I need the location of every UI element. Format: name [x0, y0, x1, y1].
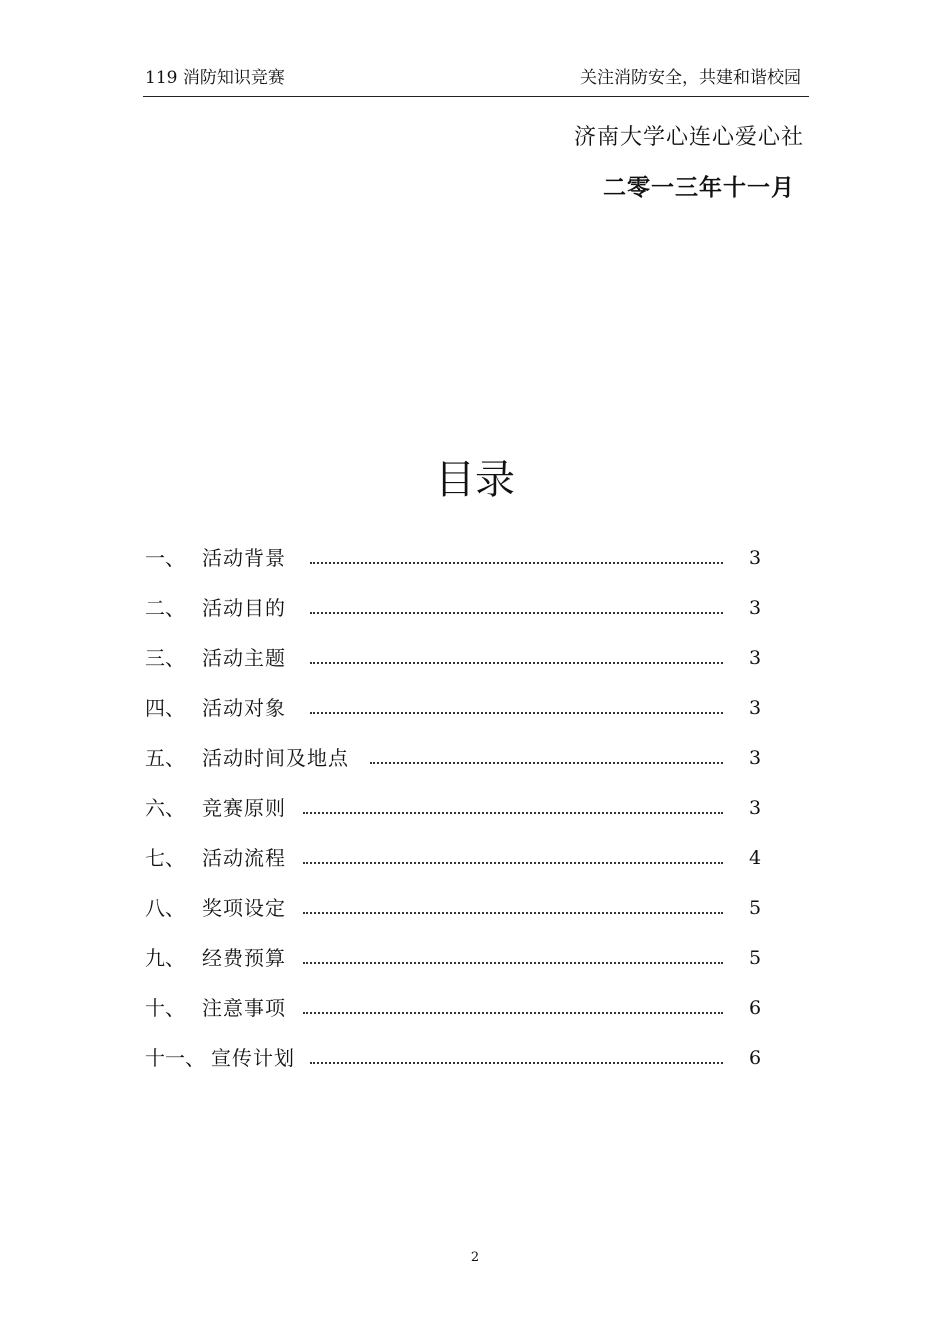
- toc-entry-page: 5: [748, 947, 762, 969]
- toc-entry-page: 6: [748, 1047, 762, 1069]
- toc-entry-number: 一、: [145, 546, 185, 570]
- toc-entry-page: 3: [748, 597, 762, 619]
- header-right-text: 关注消防安全，共建和谐校园: [580, 68, 801, 88]
- toc-dot-leader: [303, 862, 723, 864]
- toc-entry-title: 活动背景: [202, 546, 286, 570]
- toc-entry[interactable]: [0, 740, 950, 776]
- document-date: 二零一三年十一月: [603, 175, 795, 201]
- toc-dot-leader: [310, 662, 723, 664]
- toc-entry-title: 奖项设定: [202, 896, 286, 920]
- toc-entry-number: 八、: [145, 896, 185, 920]
- toc-entry-title: 活动主题: [202, 646, 286, 670]
- toc-entry-number: 二、: [145, 596, 185, 620]
- toc-entry-title: 活动目的: [202, 596, 286, 620]
- toc-entry-number: 四、: [145, 696, 185, 720]
- toc-entry-number: 五、: [145, 746, 185, 770]
- toc-entry[interactable]: [0, 1040, 950, 1076]
- toc-entry-number: 九、: [145, 946, 185, 970]
- toc-dot-leader: [310, 562, 723, 564]
- toc-entry-number: 六、: [145, 796, 185, 820]
- toc-entry-number: 十、: [145, 996, 185, 1020]
- toc-entry[interactable]: [0, 790, 950, 826]
- toc-dot-leader: [370, 762, 723, 764]
- toc-entry-number: 十一、: [145, 1046, 205, 1070]
- toc-entry[interactable]: [0, 890, 950, 926]
- toc-entry-title: 注意事项: [202, 996, 286, 1020]
- toc-entry-number: 七、: [145, 846, 185, 870]
- toc-entry-page: 4: [748, 847, 762, 869]
- toc-entry-number: 三、: [145, 646, 185, 670]
- toc-entry[interactable]: [0, 640, 950, 676]
- toc-entry-page: 3: [748, 647, 762, 669]
- toc-dot-leader: [303, 962, 723, 964]
- toc-dot-leader: [303, 1012, 723, 1014]
- toc-entry-page: 5: [748, 897, 762, 919]
- toc-entry[interactable]: [0, 690, 950, 726]
- toc-entry[interactable]: [0, 990, 950, 1026]
- page-number: 2: [470, 1250, 480, 1265]
- toc-entry-page: 3: [748, 697, 762, 719]
- toc-entry-page: 3: [748, 747, 762, 769]
- toc-entry[interactable]: [0, 540, 950, 576]
- toc-entry-title: 活动对象: [202, 696, 286, 720]
- toc-entry-page: 3: [748, 547, 762, 569]
- toc-entry-page: 6: [748, 997, 762, 1019]
- toc-title: 目录: [435, 457, 515, 503]
- toc-dot-leader: [310, 1062, 723, 1064]
- toc-entry-title: 宣传计划: [211, 1046, 295, 1070]
- toc-entry-title: 活动时间及地点: [202, 746, 349, 770]
- organization-name: 济南大学心连心爱心社: [573, 125, 804, 150]
- toc-entry[interactable]: [0, 590, 950, 626]
- page-header: [143, 66, 809, 97]
- toc-entry[interactable]: [0, 840, 950, 876]
- toc-entry[interactable]: [0, 940, 950, 976]
- toc-entry-title: 活动流程: [202, 846, 286, 870]
- toc-entry-title: 竞赛原则: [202, 796, 286, 820]
- header-left-text: 119 消防知识竞赛: [145, 68, 285, 88]
- toc-dot-leader: [310, 712, 723, 714]
- toc-entry-page: 3: [748, 797, 762, 819]
- toc-dot-leader: [303, 912, 723, 914]
- toc-dot-leader: [303, 812, 723, 814]
- toc-entry-title: 经费预算: [202, 946, 286, 970]
- toc-dot-leader: [310, 612, 723, 614]
